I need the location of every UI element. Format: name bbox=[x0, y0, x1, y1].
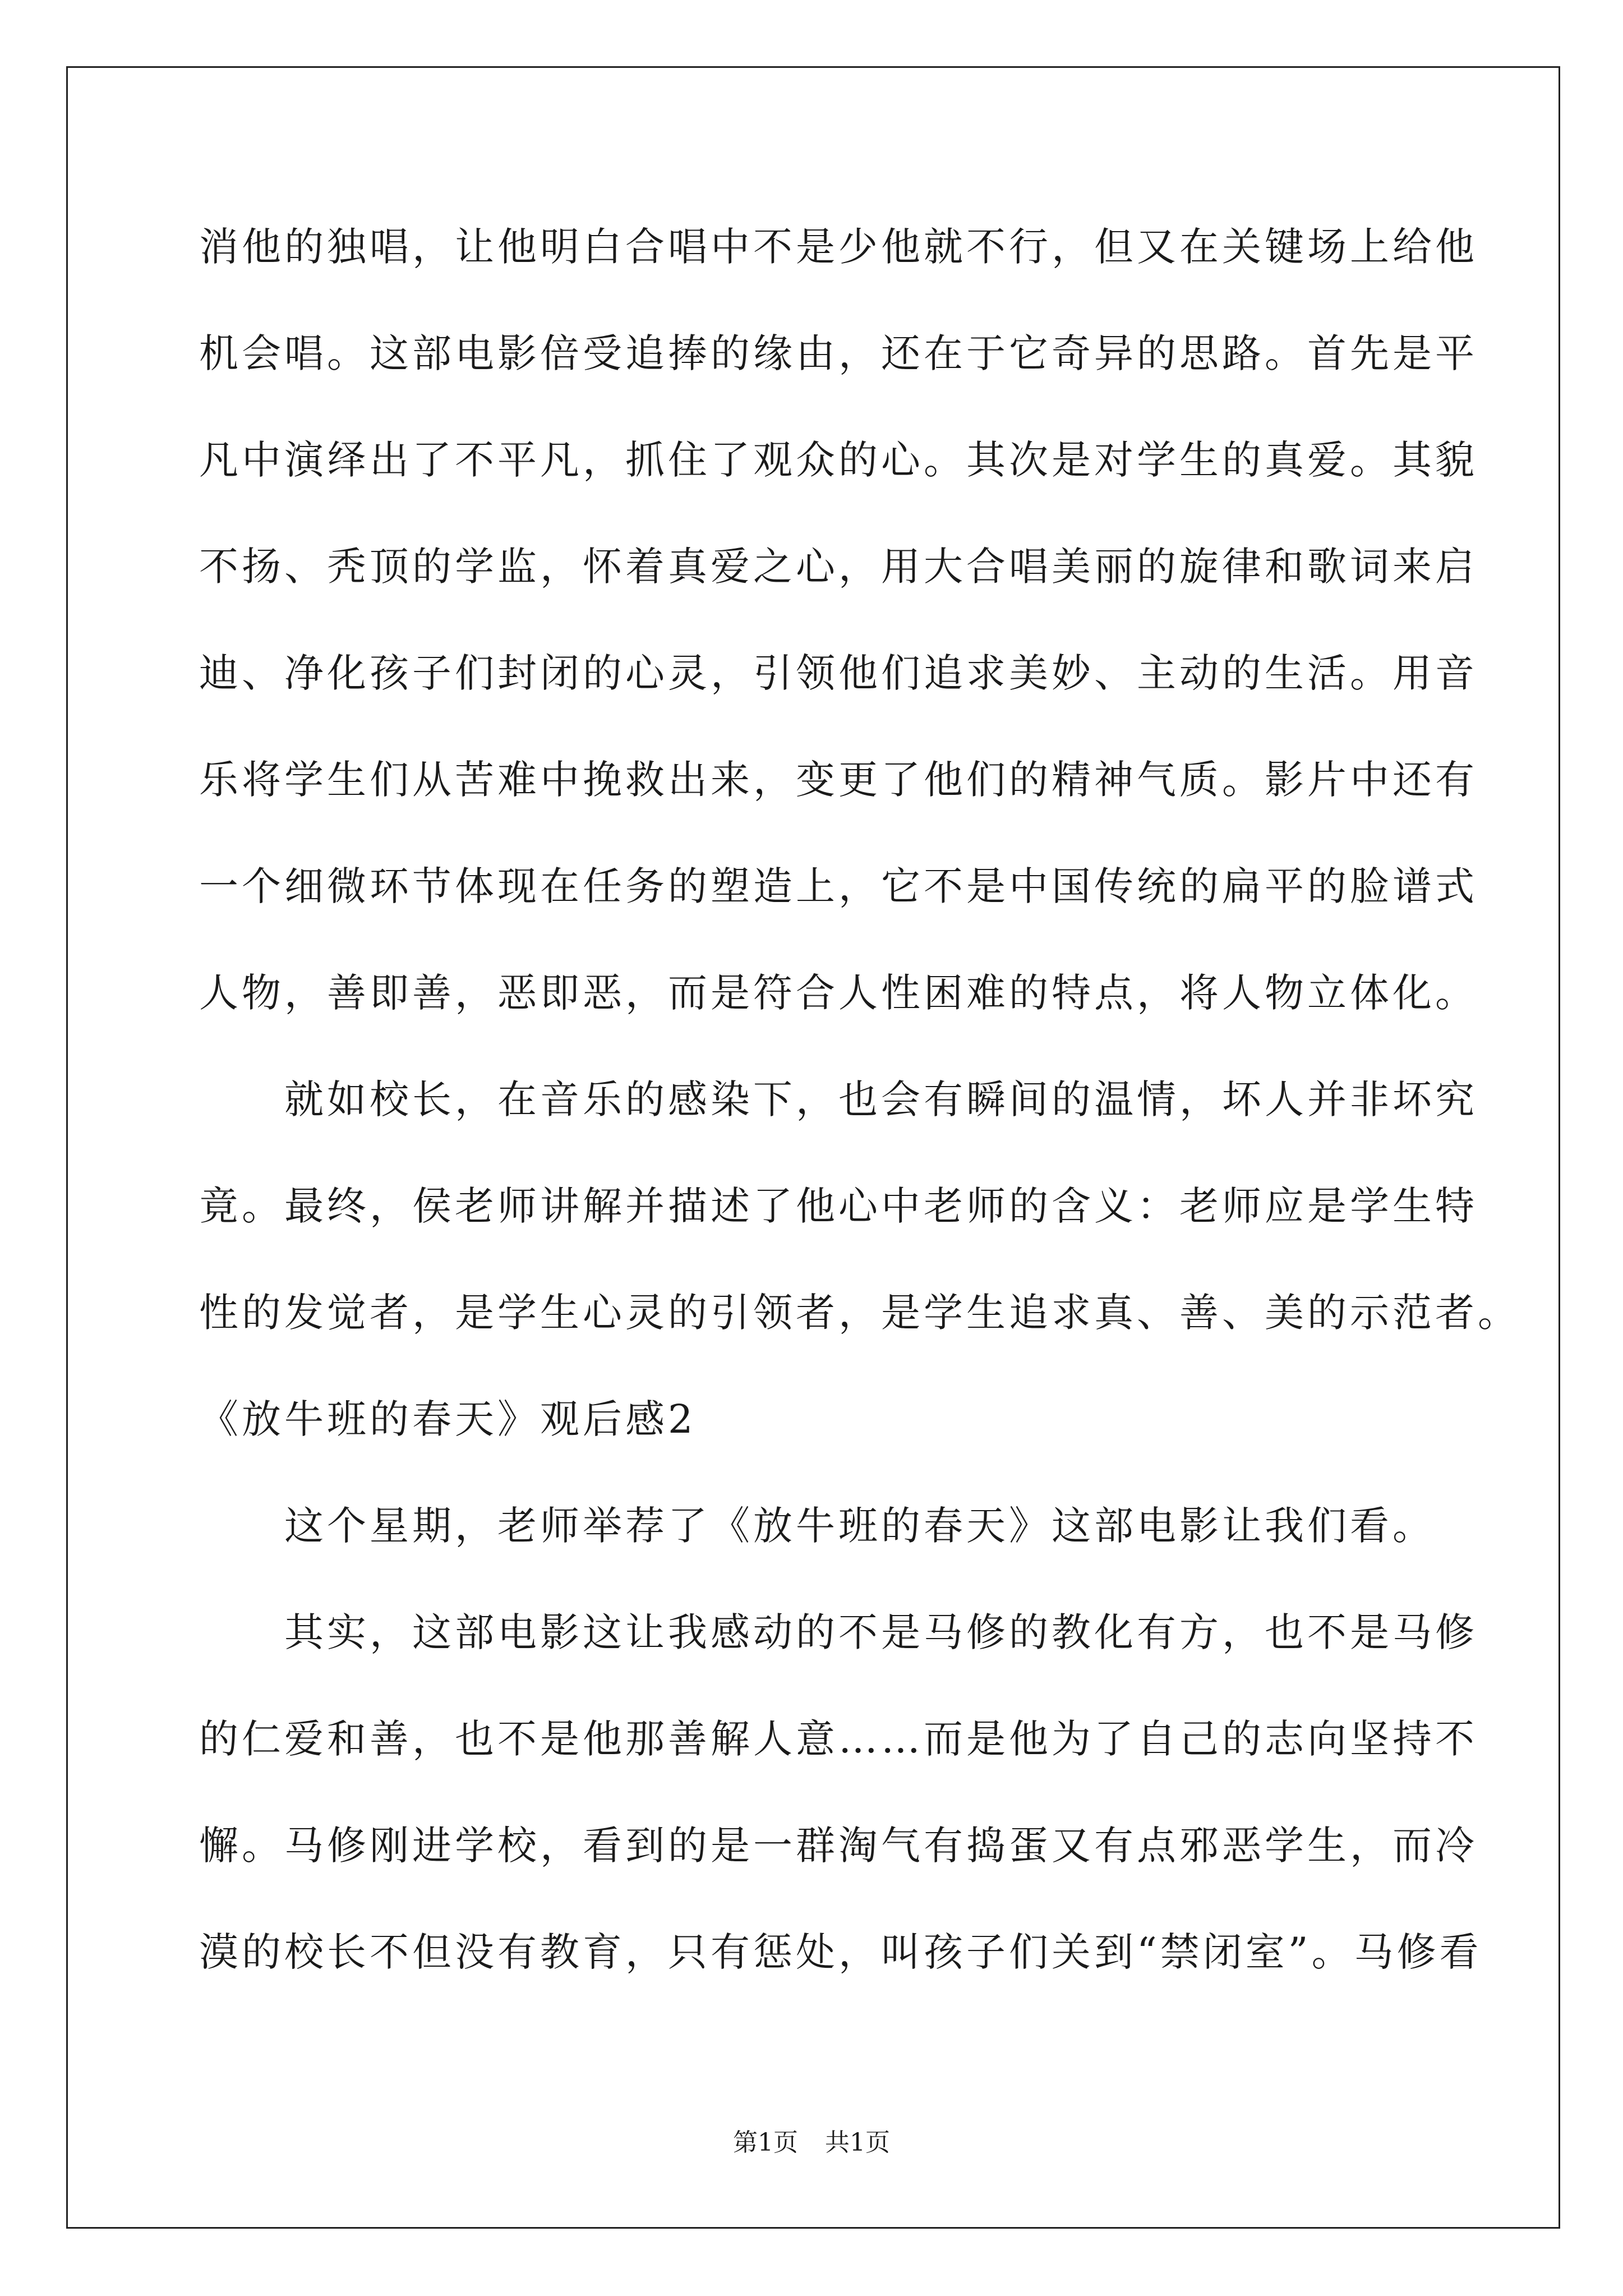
paragraph-start-line: 这个星期，老师举荐了《放牛班的春天》这部电影让我们看。 bbox=[284, 1503, 1435, 1549]
page-total: 共1页 bbox=[825, 2128, 890, 2157]
section-title: 《放牛班的春天》观后感2 bbox=[199, 1396, 697, 1442]
text-line: 乐将学生们从苦难中挽救出来，变更了他们的精神气质。影片中还有 bbox=[199, 757, 1478, 803]
document-body bbox=[199, 216, 1520, 2028]
text-line: 性的发觉者，是学生心灵的引领者，是学生追求真、善、美的示范者。 bbox=[199, 1290, 1520, 1336]
text-line: 迪、净化孩子们封闭的心灵，引领他们追求美妙、主动的生活。用音 bbox=[199, 650, 1478, 696]
text-line: 的仁爱和善，也不是他那善解人意……而是他为了自己的志向坚持不 bbox=[199, 1716, 1478, 1762]
page-number: 第1页 bbox=[733, 2128, 798, 2157]
text-line: 懈。马修刚进学校，看到的是一群淘气有捣蛋又有点邪恶学生，而冷 bbox=[199, 1823, 1478, 1869]
text-line: 一个细微环节体现在任务的塑造上，它不是中国传统的扁平的脸谱式 bbox=[199, 863, 1478, 909]
text-line: 人物，善即善，恶即恶，而是符合人性困难的特点，将人物立体化。 bbox=[199, 970, 1478, 1016]
text-line: 凡中演绎出了不平凡，抓住了观众的心。其次是对学生的真爱。其貌 bbox=[199, 437, 1478, 483]
page-footer bbox=[0, 2126, 1623, 2160]
text-line: 竟。最终，侯老师讲解并描述了他心中老师的含义：老师应是学生特 bbox=[199, 1183, 1478, 1229]
paragraph-start-line: 其实，这部电影这让我感动的不是马修的教化有方，也不是马修 bbox=[284, 1609, 1478, 1655]
text-line: 漠的校长不但没有教育，只有惩处，叫孩子们关到“禁闭室”。马修看 bbox=[199, 1929, 1482, 1975]
text-line: 不扬、秃顶的学监，怀着真爱之心，用大合唱美丽的旋律和歌词来启 bbox=[199, 544, 1478, 590]
text-line: 机会唱。这部电影倍受追捧的缘由，还在于它奇异的思路。首先是平 bbox=[199, 330, 1478, 376]
text-line: 消他的独唱，让他明白合唱中不是少他就不行，但又在关键场上给他 bbox=[199, 224, 1478, 270]
paragraph-start-line: 就如校长，在音乐的感染下，也会有瞬间的温情，坏人并非坏究 bbox=[284, 1076, 1478, 1122]
